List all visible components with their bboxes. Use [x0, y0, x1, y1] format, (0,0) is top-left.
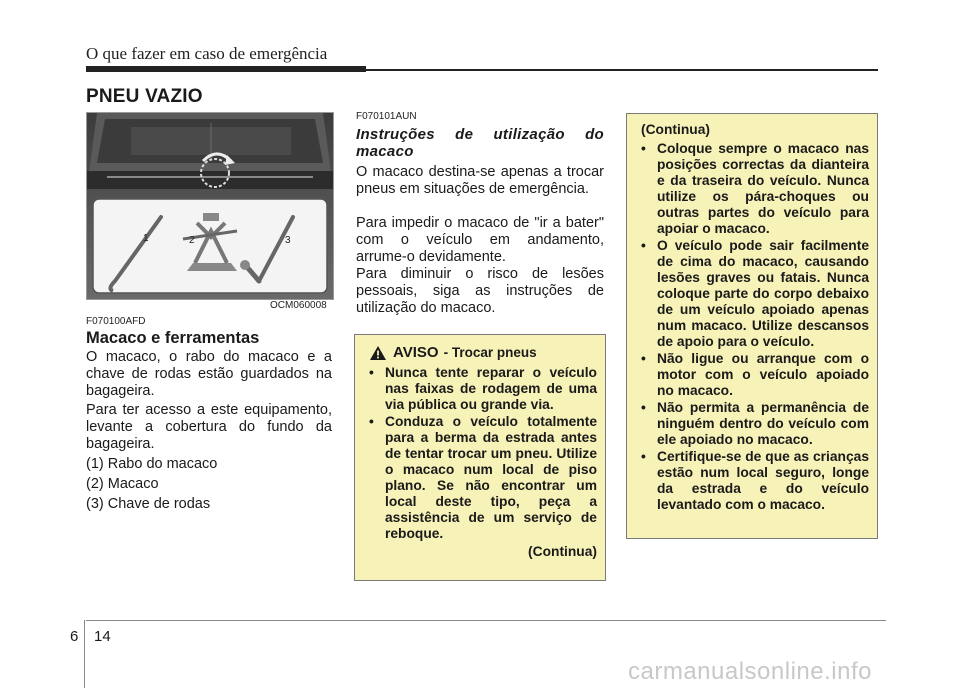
warning-subtitle: - Trocar pneus [443, 345, 537, 360]
section-title: PNEU VAZIO [86, 86, 203, 107]
col2-paragraph-3: Para diminuir o risco de lesões pessoais, siga as instruções de utilização do macaco. [356, 266, 604, 316]
warning-box-jack-safety [626, 113, 878, 539]
warning-list [635, 141, 869, 513]
warning-list [363, 365, 597, 542]
warning-item: • O veículo pode sair facilmente de cima do macaco, causando lesões graves ou fatais. Nunca coloque parte do corpo debaixo de um veículo apoiado apenas num macaco. Utilize descansos de apoio para o veículo. [641, 238, 869, 349]
tool-list-item: (3) Chave de rodas [86, 496, 211, 512]
trunk-tools-figure [86, 112, 334, 300]
warning-item: • Não ligue ou arranque com o motor com o veículo apoiado no macaco. [641, 351, 869, 398]
section-code: F070100AFD [86, 316, 146, 327]
col1-paragraph-2: Para ter acesso a este equipamento, levante a cobertura do fundo da bagageira. [86, 402, 332, 452]
warning-item: • Não permita a permanência de ninguém dentro do veículo com ele apoiado no macaco. [641, 400, 869, 447]
warning-title: AVISO [393, 344, 439, 361]
col2-paragraph-1: O macaco destina-se apenas a trocar pneus em situações de emergência. [356, 164, 604, 197]
figure-label-1: 1 [143, 233, 149, 244]
warning-box-tire-change [354, 334, 606, 581]
bullet-icon: • [641, 449, 646, 464]
watermark: carmanualsonline.info [628, 658, 872, 685]
warning-item: • Nunca tente reparar o veículo nas faixas de rodagem de uma via pública ou grande via. [369, 365, 597, 412]
col1-paragraph-1: O macaco, o rabo do macaco e a chave de rodas estão guardados na bagageira. [86, 349, 332, 399]
warning-triangle-icon [369, 345, 387, 361]
tool-list-item: (2) Macaco [86, 476, 159, 492]
warning-item: • Conduza o veículo totalmente para a berma da estrada antes de tentar trocar um pneu. Utilize o macaco num local de piso plano. Se não encontrar um local deste tipo, peça a assistência de um serviço de reboque. [369, 414, 597, 541]
bullet-icon: • [369, 414, 374, 429]
page-number: 14 [94, 628, 111, 645]
section-code: F070101AUN [356, 111, 417, 122]
figure-label-3: 3 [285, 235, 291, 246]
chapter-number: 6 [70, 628, 79, 645]
bullet-icon: • [641, 351, 646, 366]
warning-item: • Coloque sempre o macaco nas posições correctas da dianteira e da traseira do veículo. Nunca utilize os pára-choques ou outras partes do veículo para apoiar o macaco. [641, 141, 869, 236]
bullet-icon: • [641, 400, 646, 415]
chapter-title: O que fazer em caso de emergência [86, 44, 328, 63]
col2-paragraph-2: Para impedir o macaco de "ir a bater" com o veículo em andamento, arrume-o devidamente. [356, 215, 604, 265]
header-rule [366, 69, 878, 71]
footer-rule [86, 620, 886, 621]
bullet-icon: • [369, 365, 374, 380]
subsection-heading: Instruções de utilização do macaco [356, 126, 604, 160]
bullet-icon: • [641, 238, 646, 253]
header-bar [86, 66, 366, 72]
tool-list-item: (1) Rabo do macaco [86, 456, 218, 472]
warning-item: • Certifique-se de que as crianças estão num local seguro, longe da estrada e do veículo levantado com o macaco. [641, 449, 869, 512]
warning-header [369, 345, 597, 361]
footer-divider [84, 620, 85, 688]
figure-code: OCM060008 [270, 300, 327, 311]
figure-label-2: 2 [189, 235, 195, 246]
trunk-illustration [87, 113, 333, 299]
continues-label: (Continua) [528, 544, 597, 559]
bullet-icon: • [641, 141, 646, 156]
continued-label: (Continua) [641, 122, 710, 137]
subsection-heading: Macaco e ferramentas [86, 329, 260, 347]
